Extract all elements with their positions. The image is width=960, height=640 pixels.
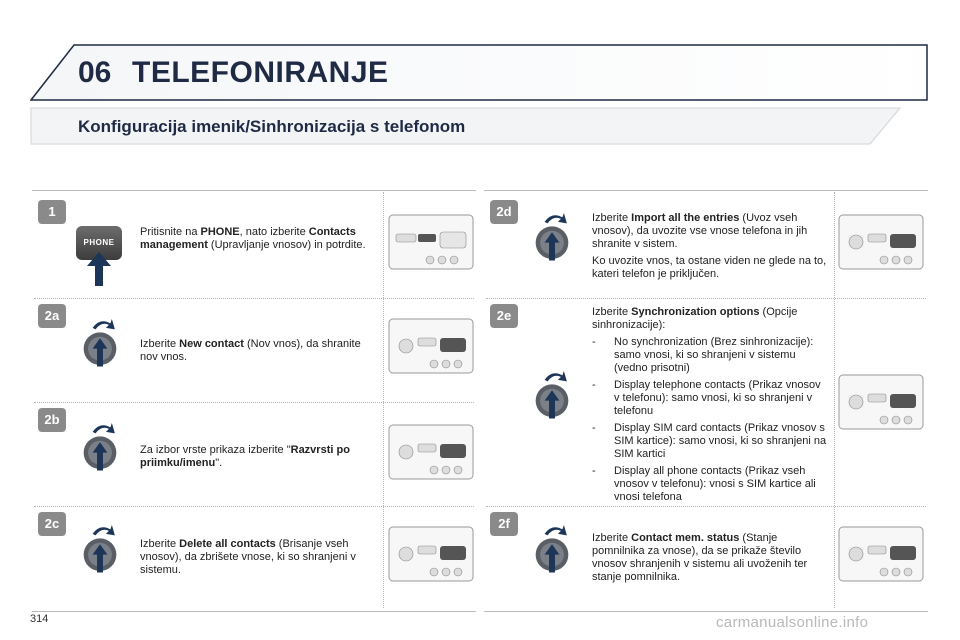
divider	[34, 298, 474, 299]
radio-unit-icon	[388, 318, 474, 374]
step-badge: 1	[38, 200, 66, 224]
step-2e-text: Izberite Synchronization options (Opcije sinhronizacije): - No synchronization (Brez sinhronizacije): samo vnosi, ki so shranjeni v sistemu (vedno prisotni) - Display telephone contacts (Prikaz vnosov v telefonu): samo vnosi, ki so shranjeni v telefonu - Display SIM card contacts (Prikaz vnosov s SIM kartice): samo vnosi, ki so shranjeni na SIM kartici - Display all phone contacts (Prikaz vseh vnosov v telefonu): vnosi s SIM kartice ali vnosi telefona	[592, 306, 827, 503]
knob-rotate-icon	[528, 210, 576, 262]
page-number: 314	[30, 613, 49, 625]
radio-unit-icon	[388, 526, 474, 582]
radio-unit-icon	[388, 214, 474, 270]
sync-option-item: - Display all phone contacts (Prikaz vseh vnosov v telefonu): vnosi s SIM kartice ali vnosi telefona	[592, 465, 816, 503]
divider	[34, 506, 474, 507]
step-2a-text: Izberite New contact (Nov vnos), da shranite nov vnos.	[140, 338, 361, 363]
divider	[834, 192, 835, 608]
step-badge: 2c	[38, 512, 66, 536]
step-badge: 2a	[38, 304, 66, 328]
chapter-number: 06	[78, 56, 112, 89]
knob-rotate-icon	[76, 522, 124, 574]
radio-unit-icon	[388, 424, 474, 480]
watermark: carmanualsonline.info	[716, 614, 869, 631]
sync-option-item: - No synchronization (Brez sinhronizacije): samo vnosi, ki so shranjeni v sistemu (vedno prisotni)	[592, 336, 814, 374]
step-2d-text: Izberite Import all the entries (Uvoz vseh vnosov), da uvozite vse vnose telefona in jih shranite v sistem. Ko uvozite vnos, ta ostane viden ne glede na to, kateri telefon je priključen.	[592, 212, 827, 280]
sync-option-item: - Display SIM card contacts (Prikaz vnosov s SIM kartice): samo vnosi, ki so shranjeni na SIM kartici	[592, 422, 827, 460]
knob-rotate-icon	[528, 522, 576, 574]
radio-unit-icon	[838, 374, 924, 430]
chapter-title: TELEFONIRANJE	[132, 56, 389, 89]
step-2b-text: Za izbor vrste prikaza izberite "Razvrsti po priimku/imenu".	[140, 444, 350, 469]
step-badge: 2f	[490, 512, 518, 536]
step-1-text: Pritisnite na PHONE, nato izberite Contacts management (Upravljanje vnosov) in potrdite.	[140, 226, 366, 251]
press-arrow-icon	[86, 252, 112, 286]
step-2d-note: Ko uvozite vnos, ta ostane viden ne glede na to, kateri telefon je priključen.	[592, 255, 827, 280]
knob-rotate-icon	[528, 368, 576, 420]
step-2c-text: Izberite Delete all contacts (Brisanje vseh vnosov), da zbrišete vnose, ki so shranjeni v sistemu.	[140, 538, 356, 576]
step-2f-text: Izberite Contact mem. status (Stanje pomnilnika za vnose), da se prikaže število vnosov shranjenih v sistemu ali uvoženih ter stanje pomnilnika.	[592, 532, 808, 583]
radio-unit-icon	[838, 214, 924, 270]
knob-rotate-icon	[76, 420, 124, 472]
phone-button-icon: PHONE	[76, 226, 122, 260]
divider	[383, 192, 384, 608]
step-badge: 2d	[490, 200, 518, 224]
divider	[486, 298, 926, 299]
divider	[34, 402, 474, 403]
sync-option-item: - Display telephone contacts (Prikaz vnosov v telefonu): samo vnosi, ki so shranjeni v telefonu	[592, 379, 821, 417]
radio-unit-icon	[838, 526, 924, 582]
step-badge: 2b	[38, 408, 66, 432]
step-badge: 2e	[490, 304, 518, 328]
knob-rotate-icon	[76, 316, 124, 368]
section-title: Konfiguracija imenik/Sinhronizacija s telefonom	[78, 117, 466, 136]
